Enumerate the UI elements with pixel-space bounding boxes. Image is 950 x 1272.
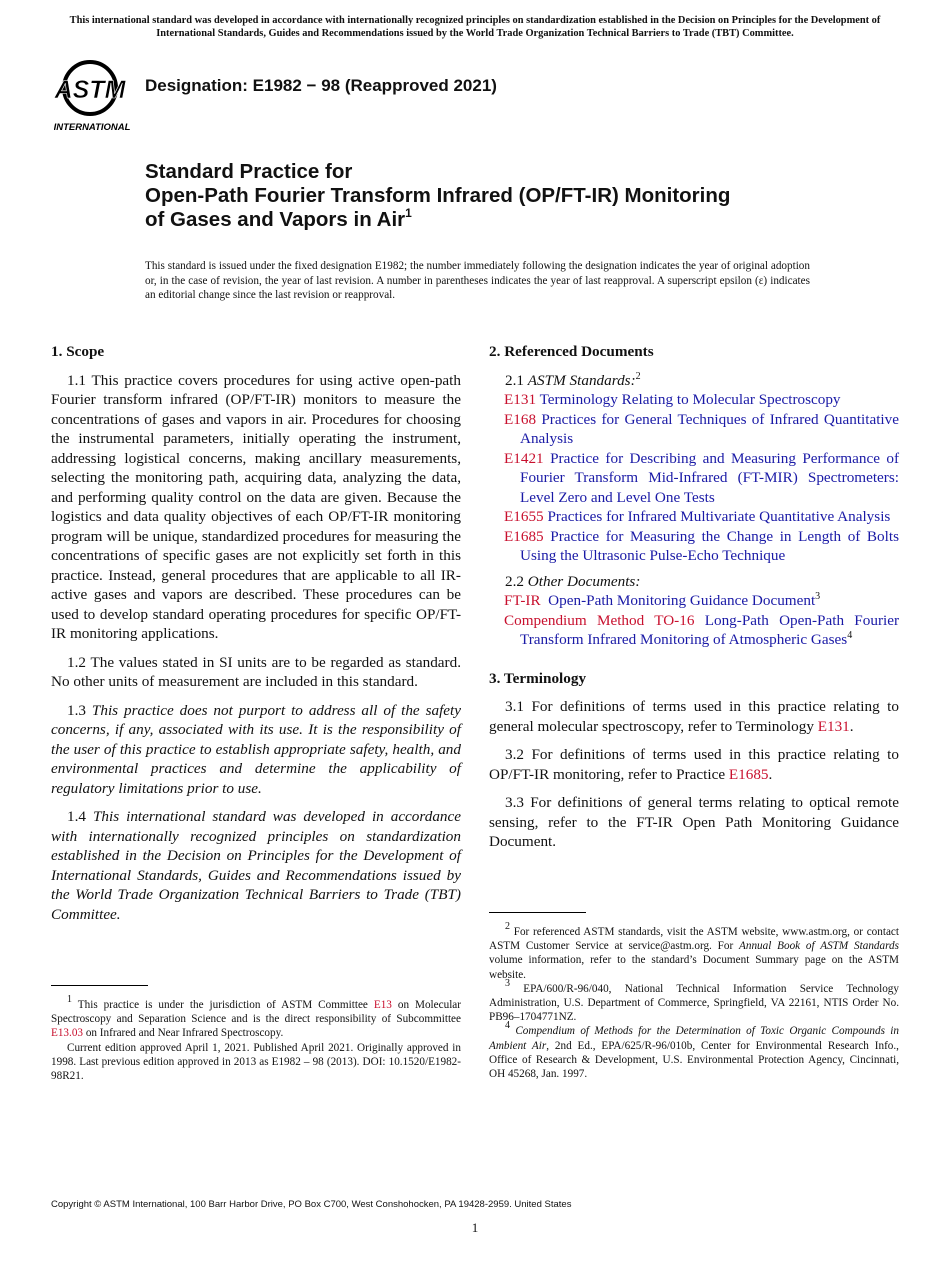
paragraph-1-2: 1.2 The values stated in SI units are to be regarded as standard. No other units of measurement are included in this standard. [51,653,461,690]
edition-note: Current edition approved April 1, 2021. Published April 2021. Originally approved in 1998. Last previous edition approved in 2013 as E1982 – 98 (2013). DOI: 10.1520/E1982-98R21. [51,1041,461,1083]
svg-text:INTERNATIONAL: INTERNATIONAL [54,122,131,132]
page-number: 1 [471,1220,479,1235]
title-line-3: of Gases and Vapors in Air$^1$ [145,206,412,231]
paragraph-3-1: 3.1 For definitions of terms used in this practice relating to general molecular spectroscopy, refer to Terminology E131. [489,698,899,735]
footnotes-right [489,912,899,1081]
reference-e1685[interactable]: E1685 Practice for Measuring the Change in Length of Bolts Using the Ultrasonic Pulse-Echo Technique [504,527,900,564]
title-line-2: Open-Path Fourier Transform Infrared (OP/FT-IR) Monitoring [145,184,731,207]
footnote-4: $^4$ Compendium of Methods for the Determination of Toxic Organic Compounds in Ambient Air, 2nd Ed., EPA/625/R-96/010b, Center for Environmental Research Info., Office of Research & Development, U.S. Environmental Protection Agency, Cincinnati, OH 45268, Jan. 1997. [489,1020,899,1081]
svg-text:ASTM: ASTM [54,76,126,104]
reference-e1655[interactable]: E1655 Practices for Infrared Multivariate Quantitative Analysis [504,508,891,525]
link-e13[interactable]: E13 [373,999,392,1011]
section-heading-scope: 1. Scope [51,343,105,360]
title-line-1: Standard Practice for [145,160,353,183]
issue-note: This standard is issued under the fixed designation E1982; the number immediately following the designation indicates the year of original adoption or, in the case of revision, the year of last revision. A number in parentheses indicates the year of last reapproval. A superscript epsilon (ε) indicates an editorial change since the last revision or reapproval. [145,260,810,301]
reference-e1421[interactable]: E1421 Practice for Describing and Measuring Performance of Fourier Transform Mid-Infrared (FT-MIR) Spectrometers: Level Zero and Level One Tests [504,449,900,506]
designation: Designation: E1982 − 98 (Reapproved 2021) [145,76,497,95]
title-footnote-mark[interactable]: 1 [405,206,412,220]
reference-to-16[interactable]: Compendium Method TO-16 Long-Path Open-Path Fourier Transform Infrared Monitoring of Atmospheric Gases$^4$ [504,611,900,648]
footnotes-left [51,985,461,1083]
footnote-1: $^1$ This practice is under the jurisdiction of ASTM Committee E13 on Molecular Spectroscopy and Separation Science and is the direct responsibility of Subcommittee E13.03 on Infrared and Near Infrared Spectroscopy. [51,994,461,1040]
link-e13-03[interactable]: E13.03 [51,1027,84,1040]
paragraph-1-3: 1.3 This practice does not purport to address all of the safety concerns, if any, associated with its use. It is the responsibility of the user of this practice to establish appropriate safety, health, and environmental practices and determine the applicability of regulatory limitations prior to use. [51,701,462,797]
section-heading-referenced-documents: 2. Referenced Documents [489,343,654,360]
document-title [145,160,845,232]
other-documents-label: 2.2 Other Documents: [505,572,641,590]
footnote-rule [489,912,586,913]
copyright-line: Copyright © ASTM International, 100 Barr Harbor Drive, PO Box C700, West Conshohocken, PA 19428-2959. United States [51,1199,572,1210]
left-column [51,342,461,933]
reference-e131[interactable]: E131 Terminology Relating to Molecular Spectroscopy [504,391,841,408]
footnote-2: $^2$ For referenced ASTM standards, visit the ASTM website, www.astm.org, or contact ASTM Customer Service at service@astm.org. For Annual Book of ASTM Standards volume information, refer to the standard’s Document Summary page on the ASTM website. [489,921,899,981]
standards-notice: This international standard was developed in accordance with internationally recognized principles on standardization established in the Decision on Principles for the Development of International Standards, Guides and Recommendations issued by the World Trade Organization Technical Barriers to Trade (TBT) Committee. [69,15,881,39]
section-heading-terminology: 3. Terminology [489,669,587,687]
paragraph-3-3: 3.3 For definitions of general terms relating to optical remote sensing, refer to the FT-IR Open Path Monitoring Guidance Document. [489,794,899,850]
paragraph-1-4: 1.4 This international standard was developed in accordance with internationally recognized principles on standardization established in the Decision on Principles for the Development of International Standards, Guides and Recommendations issued by the World Trade Organization Technical Barriers to Trade (TBT) Committee. [51,808,462,923]
footnote-rule [51,985,148,986]
right-column [489,342,899,861]
reference-e168[interactable]: E168 Practices for General Techniques of Infrared Quantitative Analysis [504,410,899,447]
astm-logo [54,58,134,132]
footnote-3: $^3$ EPA/600/R-96/040, National Technical Information Service Technology Administration, U.S. Department of Commerce, Springfield, VA 22161, NTIS Order No. PB96–1704771NZ. [489,977,899,1024]
reference-ft-ir[interactable]: FT-IR Open-Path Monitoring Guidance Document$^3$ [504,591,821,609]
astm-standards-label: 2.1 ASTM Standards:$^2$ [505,370,641,389]
link-e1685[interactable]: E1685 [728,765,769,783]
paragraph-1-1: 1.1 This practice covers procedures for using active open-path Fourier transform infrared (OP/FT-IR) monitors to measure the concentrations of gases and vapors in air. Procedures for choosing the instrumental parameters, initially operating the instrument, addressing logistical concerns, making ancillary measurements, selecting the monitoring path, acquiring data, analyzing the data, and performing quality control on the data are given. Because the logistics and data quality objectives of each OP/FT-IR monitoring program will be unique, standardized procedures for measuring the concentrations of specific gases are not explicitly set forth in this practice. Instead, general procedures that are applicable to all IR-active gases and vapors are described. These procedures can be used to develop standard operating procedures for specific OP/FT-IR monitoring applications. [51,371,461,642]
paragraph-3-2: 3.2 For definitions of terms used in this practice relating to OP/FT-IR monitoring, refer to Practice E1685. [489,746,899,783]
link-e131[interactable]: E131 [817,717,850,735]
